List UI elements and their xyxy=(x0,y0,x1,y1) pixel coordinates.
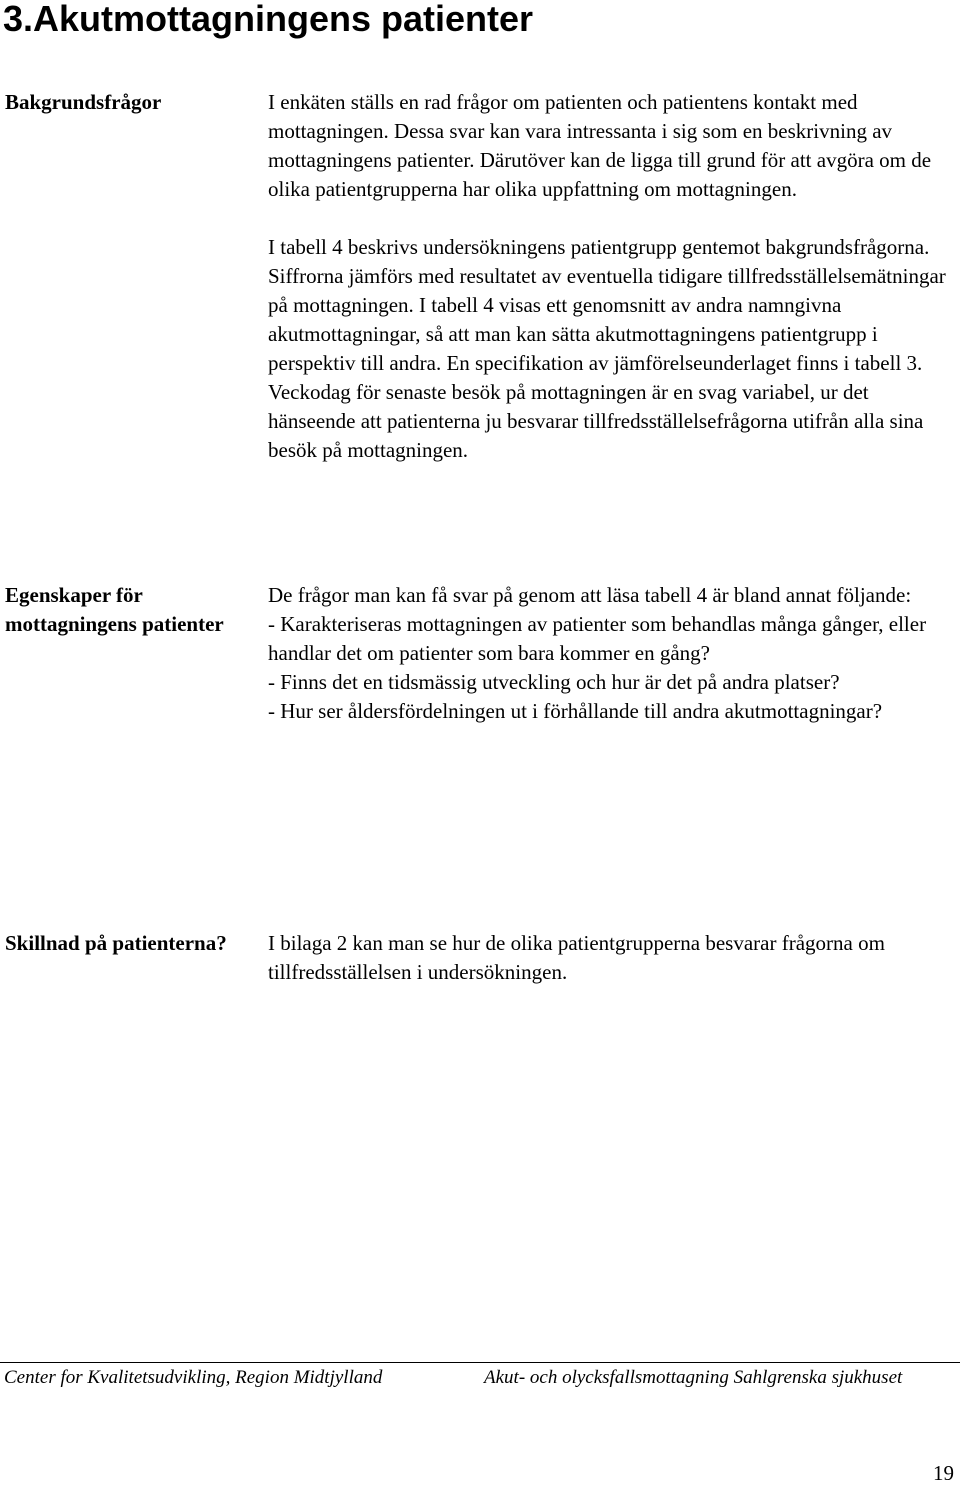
footer-divider xyxy=(0,1362,960,1363)
paragraph: I enkäten ställs en rad frågor om patienten och patientens kontakt med mottagningen. Dessa svar kan vara intressanta i sig som en beskrivning av mottagningens patienter. Därutöver kan de ligga till grund för att avgöra om de olika patientgrupperna har olika uppfattning om mottagningen. xyxy=(268,90,932,201)
footer-left-text: Center for Kvalitetsudvikling, Region Midtjylland xyxy=(4,1367,383,1388)
section-label-egenskaper: Egenskaper för mottagningens patienter xyxy=(5,583,224,636)
section-label-skillnad: Skillnad på patienterna? xyxy=(5,931,227,955)
paragraph: Veckodag för senaste besök på mottagningen är en svag variabel, ur det hänseende att patienterna ju besvarar tillfredsställelsefrågorna utifrån alla sina besök på mottagningen. xyxy=(268,380,924,462)
section-body-egenskaper xyxy=(268,581,958,726)
list-item: - Karakteriseras mottagningen av patienter som behandlas många gånger, eller handlar det om patienter som bara kommer en gång? xyxy=(268,612,927,665)
page-number: 19 xyxy=(933,1461,954,1485)
paragraph: I bilaga 2 kan man se hur de olika patientgrupperna besvarar frågorna om tillfredsställelsen i undersökningen. xyxy=(268,931,885,984)
section-body-skillnad xyxy=(268,929,958,987)
section-label-bakgrundsfragor: Bakgrundsfrågor xyxy=(5,90,162,114)
list-item: - Finns det en tidsmässig utveckling och hur är det på andra platser? xyxy=(268,670,840,694)
section-body-bakgrundsfragor xyxy=(268,88,958,465)
paragraph: I tabell 4 beskrivs undersökningens patientgrupp gentemot bakgrundsfrågorna. Siffrorna jämförs med resultatet av eventuella tidigare tillfredsställelsemätningar på mottagningen. I tabell 4 visas ett genomsnitt av andra namngivna akutmottagningar, så att man kan sätta akutmottagningens patientgrupp i perspektiv till andra. En specifikation av jämförelseunderlaget finns i tabell 3. xyxy=(268,235,946,375)
paragraph: De frågor man kan få svar på genom att läsa tabell 4 är bland annat följande: xyxy=(268,583,912,607)
list-item: - Hur ser åldersfördelningen ut i förhållande till andra akutmottagningar? xyxy=(268,699,883,723)
page-title: 3.Akutmottagningens patienter xyxy=(3,0,534,39)
footer-right-text: Akut- och olycksfallsmottagning Sahlgrenska sjukhuset xyxy=(484,1367,903,1388)
